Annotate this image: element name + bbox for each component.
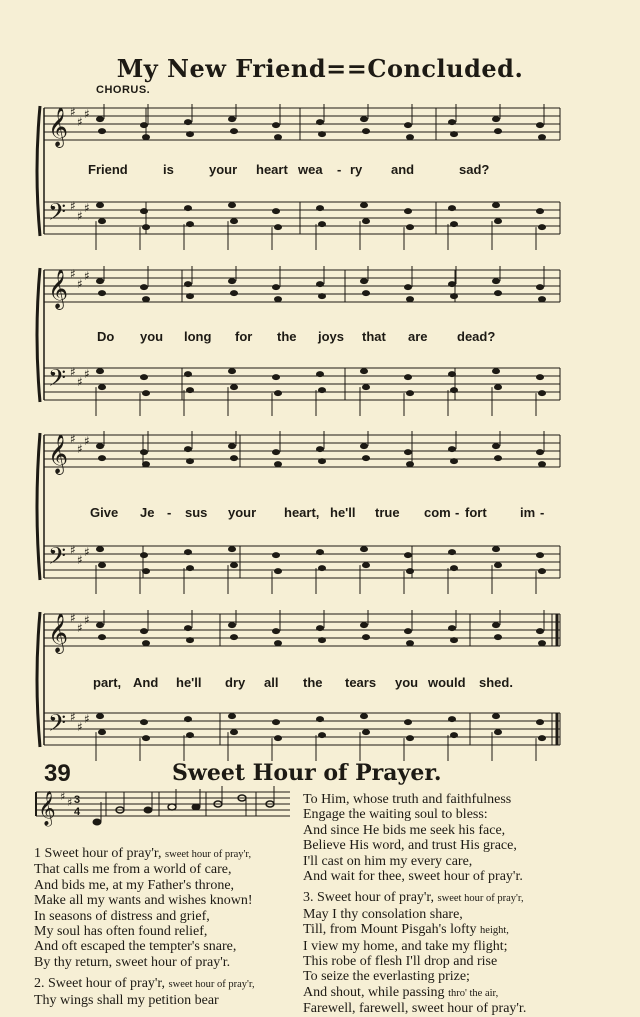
note-head — [448, 549, 456, 555]
treble-clef: 𝄞 — [48, 434, 69, 474]
note-head — [318, 732, 326, 738]
lyric-word: heart — [256, 162, 288, 177]
note-head — [450, 387, 458, 393]
lyric-word: And — [133, 675, 159, 690]
sharp-sign: ♯ — [70, 611, 76, 625]
note-head — [272, 449, 280, 455]
bass-clef: 𝄢 — [48, 542, 67, 575]
treble-clef: 𝄞 — [48, 269, 69, 309]
note-head — [96, 546, 104, 552]
note-head — [406, 640, 414, 646]
sharp-sign: ♯ — [84, 201, 90, 215]
note-head — [142, 390, 150, 396]
sharp-sign: ♯ — [70, 543, 76, 557]
sharp-sign: ♯ — [84, 613, 90, 627]
note-head — [186, 131, 194, 137]
note-head — [274, 735, 282, 741]
note-head — [316, 716, 324, 722]
note-head — [228, 443, 236, 449]
chorus-label: CHORUS. — [96, 84, 151, 96]
note-head — [272, 719, 280, 725]
note-head — [98, 634, 106, 640]
note-head — [360, 278, 368, 284]
note-head — [230, 634, 238, 640]
note-head — [362, 634, 370, 640]
lyric-word: Je — [140, 505, 155, 520]
verse-line: This robe of flesh I'll drop and rise — [303, 954, 498, 970]
lyric-word: he'll — [176, 675, 202, 690]
note-head — [98, 290, 106, 296]
brace — [37, 612, 40, 747]
lyric-word: you — [140, 329, 164, 344]
verse-line — [303, 922, 526, 938]
note-head — [362, 384, 370, 390]
note-head — [98, 455, 106, 461]
sharp-sign: ♯ — [84, 269, 90, 283]
note-head — [404, 374, 412, 380]
note-head — [272, 208, 280, 214]
note-head — [184, 281, 192, 287]
note-head — [98, 562, 106, 568]
sharp-sign: ♯ — [77, 209, 83, 223]
lyric-word: the — [277, 329, 297, 344]
note-head — [448, 446, 456, 452]
treble-clef: 𝄞 — [48, 613, 69, 653]
note-head — [318, 637, 326, 643]
lyric-word: you — [395, 675, 419, 690]
note-head — [96, 202, 104, 208]
note-head — [228, 116, 236, 122]
note-head — [140, 122, 148, 128]
note-head — [362, 128, 370, 134]
sharp-sign: ♯ — [84, 712, 90, 726]
note-head — [536, 552, 544, 558]
note-head — [186, 732, 194, 738]
note-head — [536, 122, 544, 128]
note-head — [538, 134, 546, 140]
verse-line-refrain: sweet hour of pray'r, — [168, 979, 255, 991]
note-head — [318, 565, 326, 571]
note-head — [316, 625, 324, 631]
note-head — [140, 552, 148, 558]
sharp-sign: ♯ — [77, 115, 83, 129]
note-head — [184, 446, 192, 452]
note-head — [98, 384, 106, 390]
lyric-word: and — [391, 162, 415, 177]
note-head — [448, 205, 456, 211]
note-head — [316, 205, 324, 211]
sharp-sign: ♯ — [77, 277, 83, 291]
note-head — [96, 443, 104, 449]
note-head — [448, 371, 456, 377]
note-head — [98, 128, 106, 134]
note-head — [274, 134, 282, 140]
note-head — [538, 735, 546, 741]
verse-line: Farewell, farewell, sweet hour of pray'r. — [303, 1001, 527, 1017]
note-head — [318, 293, 326, 299]
note-head — [494, 218, 502, 224]
note-head — [492, 622, 500, 628]
note-head — [272, 552, 280, 558]
note-head — [492, 278, 500, 284]
note-head — [360, 443, 368, 449]
note-head — [538, 568, 546, 574]
verse-line — [34, 846, 255, 862]
note-head — [492, 546, 500, 552]
note-head — [140, 208, 148, 214]
note-head — [362, 290, 370, 296]
note-head — [228, 713, 236, 719]
note-head — [404, 449, 412, 455]
sharp-sign: ♯ — [84, 367, 90, 381]
sharp-sign: ♯ — [77, 621, 83, 635]
note-head — [494, 729, 502, 735]
verse-line: And wait for thee, sweet hour of pray'r. — [303, 869, 523, 885]
note-head — [448, 625, 456, 631]
lyric-word: - — [455, 505, 460, 520]
lyric-word: your — [228, 505, 257, 520]
note-head — [274, 390, 282, 396]
note-head — [96, 622, 104, 628]
lyric-word: joys — [318, 329, 345, 344]
note-head — [360, 622, 368, 628]
note-head — [492, 713, 500, 719]
verse-line — [34, 976, 255, 992]
note-head — [536, 208, 544, 214]
verse-line-small: height, — [480, 925, 509, 937]
note-head — [186, 565, 194, 571]
note-head — [228, 546, 236, 552]
lyric-word: - — [337, 162, 342, 177]
note-head — [404, 628, 412, 634]
note-head — [272, 628, 280, 634]
time-signature-top: 3 — [74, 794, 81, 806]
note-head — [140, 374, 148, 380]
note-head — [230, 128, 238, 134]
note-head — [228, 202, 236, 208]
note-head — [318, 221, 326, 227]
verse-line-small: thro' the air, — [448, 987, 499, 999]
verse-line-refrain: sweet hour of pray'r, — [437, 893, 524, 905]
verse-line-text: 3. Sweet hour of pray'r, — [303, 890, 438, 906]
note-head — [140, 449, 148, 455]
verse-line: And bids me, at my Father's throne, — [34, 877, 235, 893]
note-head — [538, 390, 546, 396]
sharp-sign: ♯ — [77, 442, 83, 456]
verse-line: Thy wings shall my petition bear — [34, 992, 219, 1008]
note-head — [406, 134, 414, 140]
note-head — [316, 549, 324, 555]
note-head — [274, 640, 282, 646]
note-head — [536, 449, 544, 455]
lyric-word: com — [424, 505, 451, 520]
sharp-sign: ♯ — [70, 365, 76, 379]
brace — [37, 268, 40, 402]
note-head — [492, 202, 500, 208]
lyric-word: he'll — [330, 505, 356, 520]
lyric-word: your — [209, 162, 238, 177]
note-head — [186, 458, 194, 464]
note-head — [316, 119, 324, 125]
note-head — [186, 221, 194, 227]
note-head — [494, 290, 502, 296]
note-head — [186, 637, 194, 643]
brace — [37, 433, 40, 580]
sharp-sign: ♯ — [77, 553, 83, 567]
note-head — [318, 131, 326, 137]
note-head — [228, 622, 236, 628]
hymn-melody-staff — [34, 786, 294, 836]
lyric-word: heart, — [284, 505, 320, 520]
note-head — [450, 458, 458, 464]
time-signature-bottom: 4 — [74, 806, 81, 818]
note-head — [228, 368, 236, 374]
note-head — [536, 719, 544, 725]
note-head — [272, 284, 280, 290]
note-head — [404, 719, 412, 725]
lyric-word: Friend — [88, 162, 128, 177]
verse-line — [303, 890, 526, 906]
verse-line: By thy return, sweet hour of pray'r. — [34, 954, 231, 970]
note-head — [228, 278, 236, 284]
note-head — [184, 716, 192, 722]
note-head — [492, 116, 500, 122]
note-head — [230, 562, 238, 568]
lyric-word: is — [163, 162, 174, 177]
note-head — [98, 218, 106, 224]
note-head — [230, 290, 238, 296]
lyric-word: would — [428, 675, 466, 690]
note-head — [406, 296, 414, 302]
verse-line: And since He bids me seek his face, — [303, 822, 506, 838]
hymn-title: Sweet Hour of Prayer. — [172, 760, 442, 786]
verse-line: Engage the waiting soul to bless: — [303, 807, 488, 823]
note-head — [230, 384, 238, 390]
note-head — [492, 368, 500, 374]
note-head — [448, 119, 456, 125]
note-head — [96, 713, 104, 719]
note-head — [492, 443, 500, 449]
note-head — [274, 224, 282, 230]
sharp-sign: ♯ — [70, 432, 76, 446]
hymn-verses-right-column — [303, 792, 526, 1017]
note-head — [142, 461, 150, 467]
lyric-word: dead? — [457, 329, 496, 344]
sharp-sign: ♯ — [84, 107, 90, 121]
sharp-sign: ♯ — [70, 199, 76, 213]
note-head — [184, 625, 192, 631]
note-head — [360, 202, 368, 208]
note-head — [316, 371, 324, 377]
note-head — [184, 549, 192, 555]
lyric-word: - — [540, 505, 545, 520]
note-head — [362, 729, 370, 735]
note-head — [142, 640, 150, 646]
lyric-word: fort — [465, 505, 487, 520]
lyric-word: dry — [225, 675, 246, 690]
note-head — [450, 637, 458, 643]
bass-clef: 𝄢 — [48, 709, 67, 742]
verse-line-text: And shout, while passing — [303, 984, 449, 1000]
note-head — [316, 446, 324, 452]
verse-line: And oft escaped the tempter's snare, — [34, 939, 237, 955]
note-head — [406, 735, 414, 741]
note-head — [230, 455, 238, 461]
verse-line: I view my home, and take my flight; — [303, 938, 508, 954]
lyric-word: sad? — [459, 162, 490, 177]
note-head — [140, 719, 148, 725]
verse-line: That calls me from a world of care, — [34, 862, 232, 878]
note-head — [538, 224, 546, 230]
note-head — [142, 568, 150, 574]
note-head — [96, 278, 104, 284]
verse-line: Believe His word, and trust His grace, — [303, 838, 517, 854]
note-head — [404, 122, 412, 128]
lyric-word: im — [520, 505, 536, 520]
sharp-sign: ♯ — [70, 710, 76, 724]
svg-text:𝄞: 𝄞 — [38, 791, 56, 826]
note-head — [272, 122, 280, 128]
note-head — [448, 281, 456, 287]
note-head — [360, 116, 368, 122]
note-head — [362, 218, 370, 224]
note-head — [274, 296, 282, 302]
lyric-word: the — [303, 675, 323, 690]
verse-line: To seize the everlasting prize; — [303, 969, 470, 985]
note-head — [494, 128, 502, 134]
sharp-sign: ♯ — [77, 375, 83, 389]
note-head — [142, 735, 150, 741]
note-head — [538, 461, 546, 467]
note-head — [318, 387, 326, 393]
sharp-sign: ♯ — [84, 434, 90, 448]
note-head — [360, 368, 368, 374]
note-head — [494, 562, 502, 568]
note-head — [98, 729, 106, 735]
lyric-word: that — [362, 329, 386, 344]
sharp-sign: ♯ — [70, 267, 76, 281]
note-head — [536, 628, 544, 634]
sharp-sign: ♯ — [70, 105, 76, 119]
verse-line: I'll cast on him my every care, — [303, 853, 473, 869]
verse-line: In seasons of distress and grief, — [34, 908, 210, 924]
note-head — [142, 296, 150, 302]
note-head — [536, 374, 544, 380]
note-head — [404, 208, 412, 214]
note-head — [362, 455, 370, 461]
note-head — [450, 221, 458, 227]
lyric-word: tears — [345, 675, 377, 690]
lyric-word: true — [375, 505, 400, 520]
note-head — [450, 293, 458, 299]
note-head — [450, 131, 458, 137]
note-head — [450, 732, 458, 738]
note-head — [142, 134, 150, 140]
brace — [37, 106, 40, 236]
note-head — [404, 552, 412, 558]
note-head — [274, 461, 282, 467]
note-head — [230, 218, 238, 224]
note-head — [96, 368, 104, 374]
verse-line: My soul has often found relief, — [34, 924, 208, 940]
verse-line-text: 2. Sweet hour of pray'r, — [34, 976, 169, 992]
sharp-sign: ♯ — [77, 720, 83, 734]
verse-line: Make all my wants and wishes known! — [34, 893, 253, 909]
lyric-word: - — [167, 505, 172, 520]
verse-line: To Him, whose truth and faithfulness — [303, 792, 512, 807]
lyric-word: are — [408, 329, 428, 344]
note-head — [230, 729, 238, 735]
note-head — [184, 371, 192, 377]
svg-text:♯: ♯ — [60, 790, 66, 803]
svg-text:♯: ♯ — [67, 796, 73, 809]
verse-line — [303, 985, 526, 1001]
note-head — [538, 640, 546, 646]
page-title: My New Friend==Concluded. — [116, 54, 524, 83]
note-head — [184, 205, 192, 211]
note-head — [186, 387, 194, 393]
lyric-word: long — [184, 329, 212, 344]
note-head — [494, 634, 502, 640]
note-head — [318, 458, 326, 464]
note-head — [140, 284, 148, 290]
note-head — [360, 713, 368, 719]
note-head — [140, 628, 148, 634]
bass-clef: 𝄢 — [48, 364, 67, 397]
verse-line-text: 1 Sweet hour of pray'r, — [34, 846, 166, 861]
note-head — [450, 565, 458, 571]
lyric-word: all — [264, 675, 279, 690]
verse-line-refrain: sweet hour of pray'r, — [165, 849, 252, 860]
lyric-word: Do — [97, 329, 115, 344]
note-head — [360, 546, 368, 552]
note-head — [406, 568, 414, 574]
note-head — [316, 281, 324, 287]
treble-clef: 𝄞 — [48, 107, 69, 147]
lyric-word: shed. — [479, 675, 513, 690]
lyric-word: Give — [90, 505, 119, 520]
verse-line: May I thy consolation share, — [303, 906, 463, 922]
sharp-sign: ♯ — [84, 545, 90, 559]
note-head — [184, 119, 192, 125]
note-head — [96, 116, 104, 122]
note-head — [406, 461, 414, 467]
hymn-verses-left-column — [34, 846, 255, 1008]
lyric-word: sus — [185, 505, 208, 520]
note-head — [536, 284, 544, 290]
note-head — [494, 455, 502, 461]
note-head — [406, 390, 414, 396]
note-head — [538, 296, 546, 302]
note-head — [272, 374, 280, 380]
bass-clef: 𝄢 — [48, 198, 67, 231]
verse-line-text: Till, from Mount Pisgah's lofty — [303, 922, 481, 938]
note-head — [404, 284, 412, 290]
note-head — [274, 568, 282, 574]
note-head — [362, 562, 370, 568]
lyric-word: for — [235, 329, 253, 344]
lyric-word: ry — [350, 162, 363, 177]
note-head — [448, 716, 456, 722]
note-head — [186, 293, 194, 299]
hymn-number: 39 — [44, 760, 71, 787]
lyric-word: wea — [298, 162, 323, 177]
note-head — [494, 384, 502, 390]
note-head — [406, 224, 414, 230]
lyric-word: part, — [93, 675, 122, 690]
note-head — [142, 224, 150, 230]
